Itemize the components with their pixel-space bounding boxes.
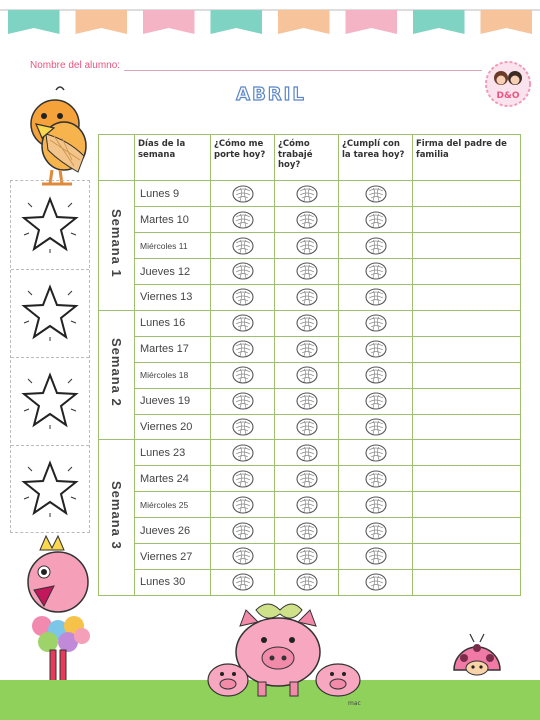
round-face-icon — [232, 496, 254, 514]
round-face-icon — [365, 314, 387, 332]
star-icon — [20, 371, 80, 431]
header-homework: ¿Cumplí con la tarea hoy? — [339, 135, 413, 181]
table-row — [99, 569, 521, 595]
behavior-face-cell[interactable] — [211, 207, 275, 233]
round-face-icon — [232, 444, 254, 462]
table-row — [99, 492, 521, 518]
round-face-icon — [365, 366, 387, 384]
table-row — [99, 362, 521, 388]
homework-face-cell[interactable] — [339, 310, 413, 336]
round-face-icon — [232, 470, 254, 488]
star-cell[interactable] — [11, 445, 89, 533]
week-label: Semana 3 — [109, 480, 124, 550]
round-face-icon — [296, 366, 318, 384]
round-face-icon — [365, 185, 387, 203]
signature-cell[interactable] — [413, 310, 521, 336]
round-face-icon — [296, 314, 318, 332]
bunting-decoration — [0, 0, 540, 45]
round-face-icon — [365, 444, 387, 462]
round-face-icon — [296, 262, 318, 280]
round-face-icon — [296, 522, 318, 540]
work-face-cell[interactable] — [275, 362, 339, 388]
pink-bird-illustration — [18, 534, 100, 686]
homework-face-cell[interactable] — [339, 233, 413, 259]
homework-face-cell[interactable] — [339, 414, 413, 440]
round-face-icon — [296, 211, 318, 229]
round-face-icon — [232, 314, 254, 332]
behavior-face-cell[interactable] — [211, 569, 275, 595]
day-label: Miércoles 25 — [135, 492, 211, 518]
work-face-cell[interactable] — [275, 285, 339, 311]
homework-face-cell[interactable] — [339, 440, 413, 466]
homework-face-cell[interactable] — [339, 285, 413, 311]
week-label-cell — [99, 310, 135, 440]
homework-face-cell[interactable] — [339, 569, 413, 595]
signature-cell[interactable] — [413, 285, 521, 311]
day-label: Martes 10 — [135, 207, 211, 233]
signature-cell[interactable] — [413, 362, 521, 388]
work-face-cell[interactable] — [275, 569, 339, 595]
reward-star-strip — [10, 180, 90, 533]
behavior-face-cell[interactable] — [211, 544, 275, 570]
student-name-line — [124, 61, 482, 71]
week-label: Semana 2 — [109, 338, 124, 408]
day-label: Viernes 20 — [135, 414, 211, 440]
table-row — [99, 466, 521, 492]
pink-ladybug-illustration — [450, 630, 504, 678]
homework-face-cell[interactable] — [339, 492, 413, 518]
behavior-face-cell[interactable] — [211, 492, 275, 518]
homework-face-cell[interactable] — [339, 181, 413, 207]
header-behavior: ¿Cómo me porte hoy? — [211, 135, 275, 181]
signature-cell[interactable] — [413, 181, 521, 207]
round-face-icon — [296, 237, 318, 255]
behavior-face-cell[interactable] — [211, 181, 275, 207]
signature-cell[interactable] — [413, 414, 521, 440]
star-icon — [20, 459, 80, 519]
week-label-cell — [99, 440, 135, 596]
round-face-icon — [296, 496, 318, 514]
round-face-icon — [232, 288, 254, 306]
work-face-cell[interactable] — [275, 207, 339, 233]
round-face-icon — [365, 573, 387, 591]
work-face-cell[interactable] — [275, 492, 339, 518]
homework-face-cell[interactable] — [339, 544, 413, 570]
day-label: Miércoles 18 — [135, 362, 211, 388]
homework-face-cell[interactable] — [339, 207, 413, 233]
bunting-flag — [278, 10, 330, 34]
star-icon — [20, 195, 80, 255]
header-days: Días de la semana — [135, 135, 211, 181]
work-face-cell[interactable] — [275, 518, 339, 544]
table-row — [99, 310, 521, 336]
round-face-icon — [296, 392, 318, 410]
star-cell[interactable] — [11, 357, 89, 446]
bunting-flag — [143, 10, 195, 34]
signature-cell[interactable] — [413, 544, 521, 570]
table-row — [99, 181, 521, 207]
round-face-icon — [365, 547, 387, 565]
day-label: Viernes 13 — [135, 285, 211, 311]
behavior-face-cell[interactable] — [211, 285, 275, 311]
round-face-icon — [365, 392, 387, 410]
day-label: Martes 24 — [135, 466, 211, 492]
pig-family-illustration — [206, 596, 366, 702]
round-face-icon — [296, 340, 318, 358]
round-face-icon — [365, 418, 387, 436]
round-face-icon — [232, 547, 254, 565]
bunting-flag — [211, 10, 263, 34]
work-face-cell[interactable] — [275, 336, 339, 362]
round-face-icon — [232, 237, 254, 255]
day-label: Jueves 19 — [135, 388, 211, 414]
bunting-flag — [481, 10, 533, 34]
work-face-cell[interactable] — [275, 233, 339, 259]
work-face-cell[interactable] — [275, 414, 339, 440]
behavior-chart — [98, 134, 521, 596]
day-label: Lunes 9 — [135, 181, 211, 207]
signature-cell[interactable] — [413, 336, 521, 362]
round-face-icon — [296, 573, 318, 591]
logo-text: D&O — [496, 91, 520, 101]
bunting-flag — [8, 10, 60, 34]
round-face-icon — [296, 547, 318, 565]
signature-cell[interactable] — [413, 492, 521, 518]
signature-cell[interactable] — [413, 388, 521, 414]
day-label: Viernes 27 — [135, 544, 211, 570]
table-row — [99, 336, 521, 362]
day-label: Jueves 12 — [135, 259, 211, 285]
table-row — [99, 207, 521, 233]
day-label: Martes 17 — [135, 336, 211, 362]
week-label-cell — [99, 181, 135, 311]
header-signature: Firma del padre de familia — [413, 135, 521, 181]
round-face-icon — [296, 444, 318, 462]
round-face-icon — [232, 185, 254, 203]
day-label: Lunes 30 — [135, 569, 211, 595]
day-label: Lunes 23 — [135, 440, 211, 466]
round-face-icon — [296, 470, 318, 488]
star-icon — [20, 283, 80, 343]
bunting-flag — [346, 10, 398, 34]
round-face-icon — [365, 496, 387, 514]
student-name-label: Nombre del alumno: — [30, 60, 121, 71]
orange-bird-illustration — [20, 84, 90, 192]
homework-face-cell[interactable] — [339, 259, 413, 285]
work-face-cell[interactable] — [275, 544, 339, 570]
behavior-face-cell[interactable] — [211, 233, 275, 259]
behavior-face-cell[interactable] — [211, 336, 275, 362]
round-face-icon — [232, 522, 254, 540]
work-face-cell[interactable] — [275, 440, 339, 466]
round-face-icon — [232, 418, 254, 436]
homework-face-cell[interactable] — [339, 518, 413, 544]
table-row — [99, 233, 521, 259]
signature-cell[interactable] — [413, 466, 521, 492]
header-work: ¿Cómo trabajé hoy? — [275, 135, 339, 181]
round-face-icon — [232, 392, 254, 410]
table-row — [99, 388, 521, 414]
work-face-cell[interactable] — [275, 466, 339, 492]
work-face-cell[interactable] — [275, 259, 339, 285]
table-row — [99, 518, 521, 544]
behavior-face-cell[interactable] — [211, 518, 275, 544]
signature-cell[interactable] — [413, 207, 521, 233]
round-face-icon — [365, 470, 387, 488]
corner-cell — [99, 135, 135, 181]
round-face-icon — [232, 262, 254, 280]
round-face-icon — [296, 418, 318, 436]
header-row — [99, 135, 521, 181]
day-label: Miércoles 11 — [135, 233, 211, 259]
signature-cell[interactable] — [413, 440, 521, 466]
work-face-cell[interactable] — [275, 181, 339, 207]
signature-cell[interactable] — [413, 518, 521, 544]
behavior-face-cell[interactable] — [211, 440, 275, 466]
day-label: Jueves 26 — [135, 518, 211, 544]
round-face-icon — [232, 573, 254, 591]
table-row — [99, 440, 521, 466]
table-row — [99, 544, 521, 570]
signature-cell[interactable] — [413, 233, 521, 259]
star-cell[interactable] — [11, 269, 89, 358]
day-label: Lunes 16 — [135, 310, 211, 336]
month-title: ABRIL — [236, 84, 306, 105]
behavior-face-cell[interactable] — [211, 466, 275, 492]
signature-cell[interactable] — [413, 569, 521, 595]
work-face-cell[interactable] — [275, 388, 339, 414]
round-face-icon — [365, 288, 387, 306]
behavior-face-cell[interactable] — [211, 414, 275, 440]
behavior-face-cell[interactable] — [211, 362, 275, 388]
round-face-icon — [232, 340, 254, 358]
week-label: Semana 1 — [109, 208, 124, 278]
round-face-icon — [232, 211, 254, 229]
bunting-flag — [413, 10, 465, 34]
homework-face-cell[interactable] — [339, 362, 413, 388]
round-face-icon — [365, 211, 387, 229]
work-face-cell[interactable] — [275, 310, 339, 336]
behavior-face-cell[interactable] — [211, 388, 275, 414]
star-cell[interactable] — [11, 181, 89, 270]
round-face-icon — [232, 366, 254, 384]
round-face-icon — [365, 262, 387, 280]
table-row — [99, 414, 521, 440]
behavior-face-cell[interactable] — [211, 259, 275, 285]
table-row — [99, 285, 521, 311]
bunting-flag — [76, 10, 128, 34]
table-row — [99, 259, 521, 285]
round-face-icon — [365, 340, 387, 358]
credit-text: mac — [348, 700, 361, 707]
homework-face-cell[interactable] — [339, 466, 413, 492]
homework-face-cell[interactable] — [339, 336, 413, 362]
behavior-face-cell[interactable] — [211, 310, 275, 336]
homework-face-cell[interactable] — [339, 388, 413, 414]
student-name-field[interactable] — [30, 60, 482, 71]
logo-badge — [484, 60, 532, 108]
round-face-icon — [365, 522, 387, 540]
signature-cell[interactable] — [413, 259, 521, 285]
round-face-icon — [296, 185, 318, 203]
round-face-icon — [365, 237, 387, 255]
round-face-icon — [296, 288, 318, 306]
